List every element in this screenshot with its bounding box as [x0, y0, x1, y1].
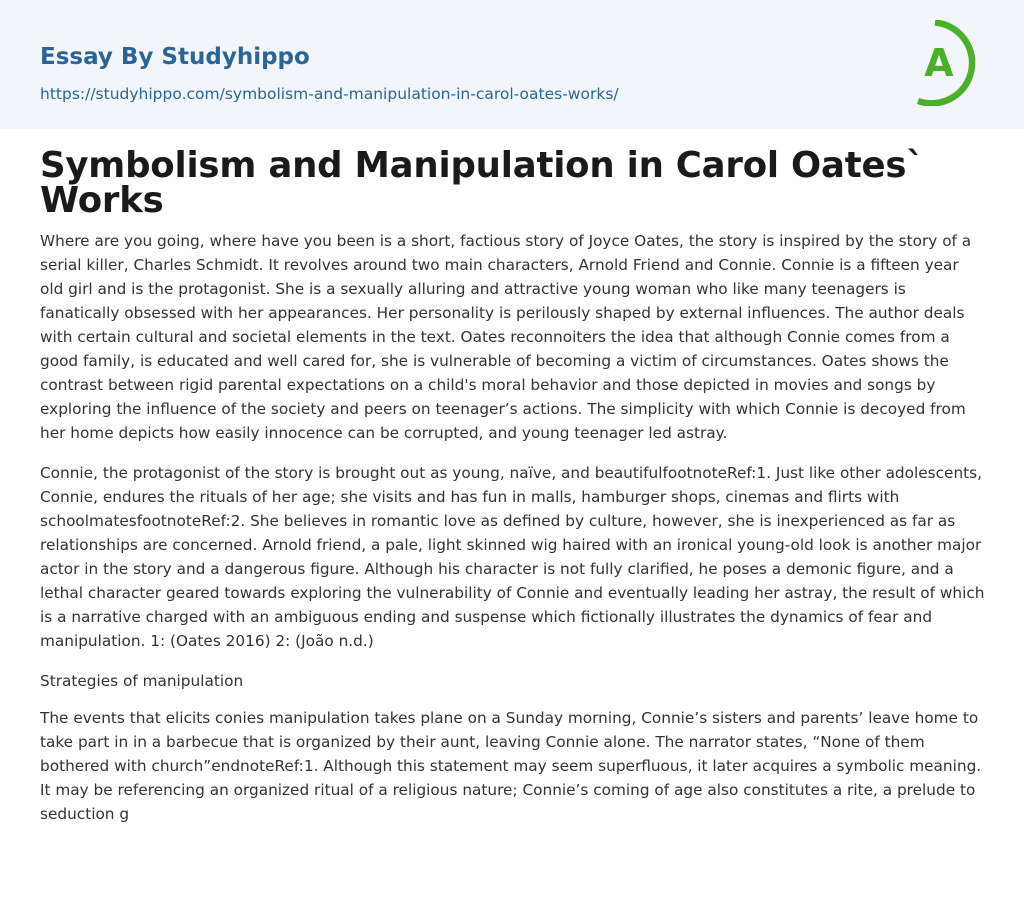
section-subheading: Strategies of manipulation	[40, 672, 244, 690]
article-paragraph: Connie, the protagonist of the story is brought out as young, naïve, and beautifulfootnoteRef:1. Just like other adolescents, Connie, endures the rituals of her age; she visits and has fun in malls, hamburger shops, cinemas and flirts with schoolmatesfootnoteRef:2. She believes in romantic love as defined by culture, however, she is inexperienced as far as relationships are concerned. Arnold friend, a pale, light skinned wig haired with an ironical young-old look is another major actor in the story and a dangerous figure. Although his character is not fully clarified, he poses a demonic figure, and a lethal character geared towards exploring the vulnerability of Connie and eventually leading her astray, the result of which is a narrative charged with an ambiguous ending and suspense which fictionally illustrates the dynamics of fear and manipulation. 1: (Oates 2016) 2: (João n.d.)	[40, 464, 985, 650]
article-title: Symbolism and Manipulation in Carol Oates` Works	[40, 145, 924, 221]
site-brand-title: Essay By Studyhippo	[40, 44, 310, 70]
article-body	[40, 229, 986, 842]
article-paragraph: The events that elicits conies manipulation takes plane on a Sunday morning, Connie’s sisters and parents’ leave home to take part in in a barbecue that is organized by their aunt, leaving Connie alone. The narrator states, “None of them bothered with church”endnoteRef:1. Although this statement may seem superfluous, it later acquires a symbolic meaning. It may be referencing an organized ritual of a religious nature; Connie’s coming of age also constitutes a rite, a prelude to seduction g	[40, 709, 982, 823]
logo-letter: A	[924, 41, 954, 85]
article-paragraph: Where are you going, where have you been is a short, factious story of Joyce Oates, the story is inspired by the story of a serial killer, Charles Schmidt. It revolves around two main characters, Arnold Friend and Connie. Connie is a fifteen year old girl and is the protagonist. She is a sexually alluring and attractive young woman who like many teenagers is fanatically obsessed with her appearances. Her personality is perilously shaped by external influences. The author deals with certain cultural and societal elements in the text. Oates reconnoiters the idea that although Connie comes from a good family, is educated and well cared for, she is vulnerable of becoming a victim of circumstances. Oates shows the contrast between rigid parental expectations on a child's moral behavior and those depicted in movies and songs by exploring the influence of the society and peers on teenager’s actions. The simplicity with which Connie is decoyed from her home depicts how easily innocence can be corrupted, and young teenager led astray.	[40, 232, 972, 442]
source-url-link[interactable]: https://studyhippo.com/symbolism-and-manipulation-in-carol-oates-works/	[40, 85, 619, 103]
